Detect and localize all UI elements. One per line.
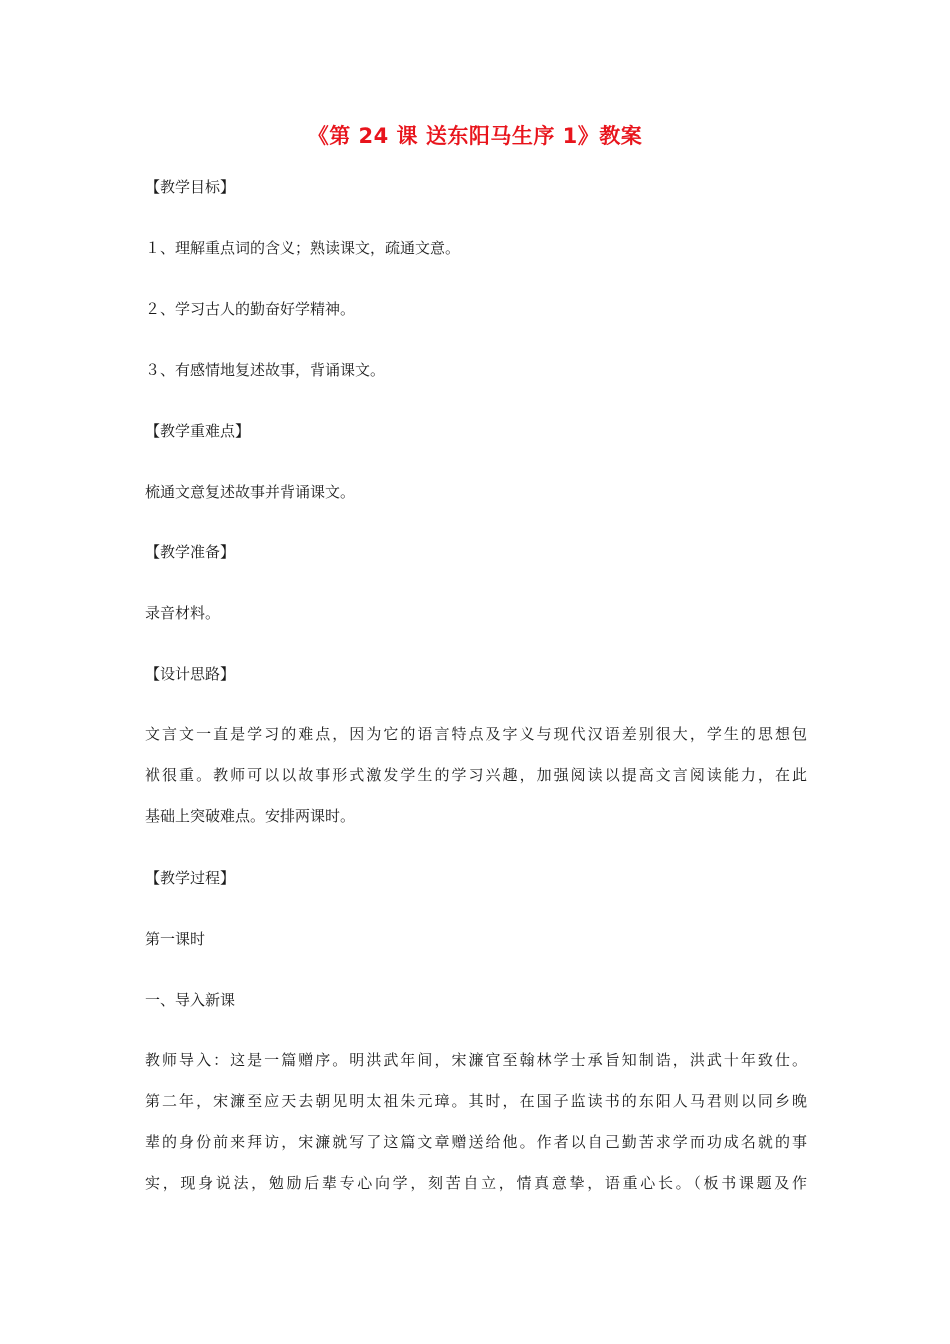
objective-item-2: ２、学习古人的勤奋好学精神。 — [145, 300, 356, 318]
document-title: 《第 24 课 送东阳马生序 1》教案 — [307, 124, 643, 148]
lesson-one-label: 第一课时 — [145, 930, 206, 948]
design-paragraph — [145, 714, 807, 837]
design-heading: 【设计思路】 — [145, 665, 236, 683]
objective-item-3: ３、有感情地复述故事，背诵课文。 — [145, 361, 386, 379]
intro-line-2: 第二年，宋濂至应天去朝见明太祖朱元璋。其时，在国子监读书的东阳人马君则以同乡晚 — [145, 1092, 807, 1110]
intro-paragraph — [145, 1040, 807, 1204]
design-line-3: 基础上突破难点。安排两课时。 — [145, 807, 356, 825]
prep-heading: 【教学准备】 — [145, 543, 236, 561]
intro-line-1: 教师导入：这是一篇赠序。明洪武年间，宋濂官至翰林学士承旨知制诰，洪武十年致仕。 — [145, 1051, 807, 1069]
design-line-2: 袱很重。教师可以以故事形式激发学生的学习兴趣，加强阅读以提高文言阅读能力，在此 — [145, 766, 807, 784]
step-one-heading: 一、导入新课 — [145, 991, 236, 1009]
intro-line-4: 实，现身说法，勉励后辈专心向学，刻苦自立，情真意挚，语重心长。（板书课题及作 — [145, 1174, 807, 1192]
keypoints-heading: 【教学重难点】 — [145, 422, 251, 440]
objective-item-1: １、理解重点词的含义；熟读课文，疏通文意。 — [145, 239, 461, 257]
intro-line-3: 辈的身份前来拜访，宋濂就写了这篇文章赠送给他。作者以自己勤苦求学而功成名就的事 — [145, 1133, 807, 1151]
keypoints-text: 梳通文意复述故事并背诵课文。 — [145, 483, 356, 501]
design-line-1: 文言文一直是学习的难点，因为它的语言特点及字义与现代汉语差别很大，学生的思想包 — [145, 725, 807, 743]
process-heading: 【教学过程】 — [145, 869, 236, 887]
objectives-heading: 【教学目标】 — [145, 178, 236, 196]
prep-text: 录音材料。 — [145, 604, 221, 622]
